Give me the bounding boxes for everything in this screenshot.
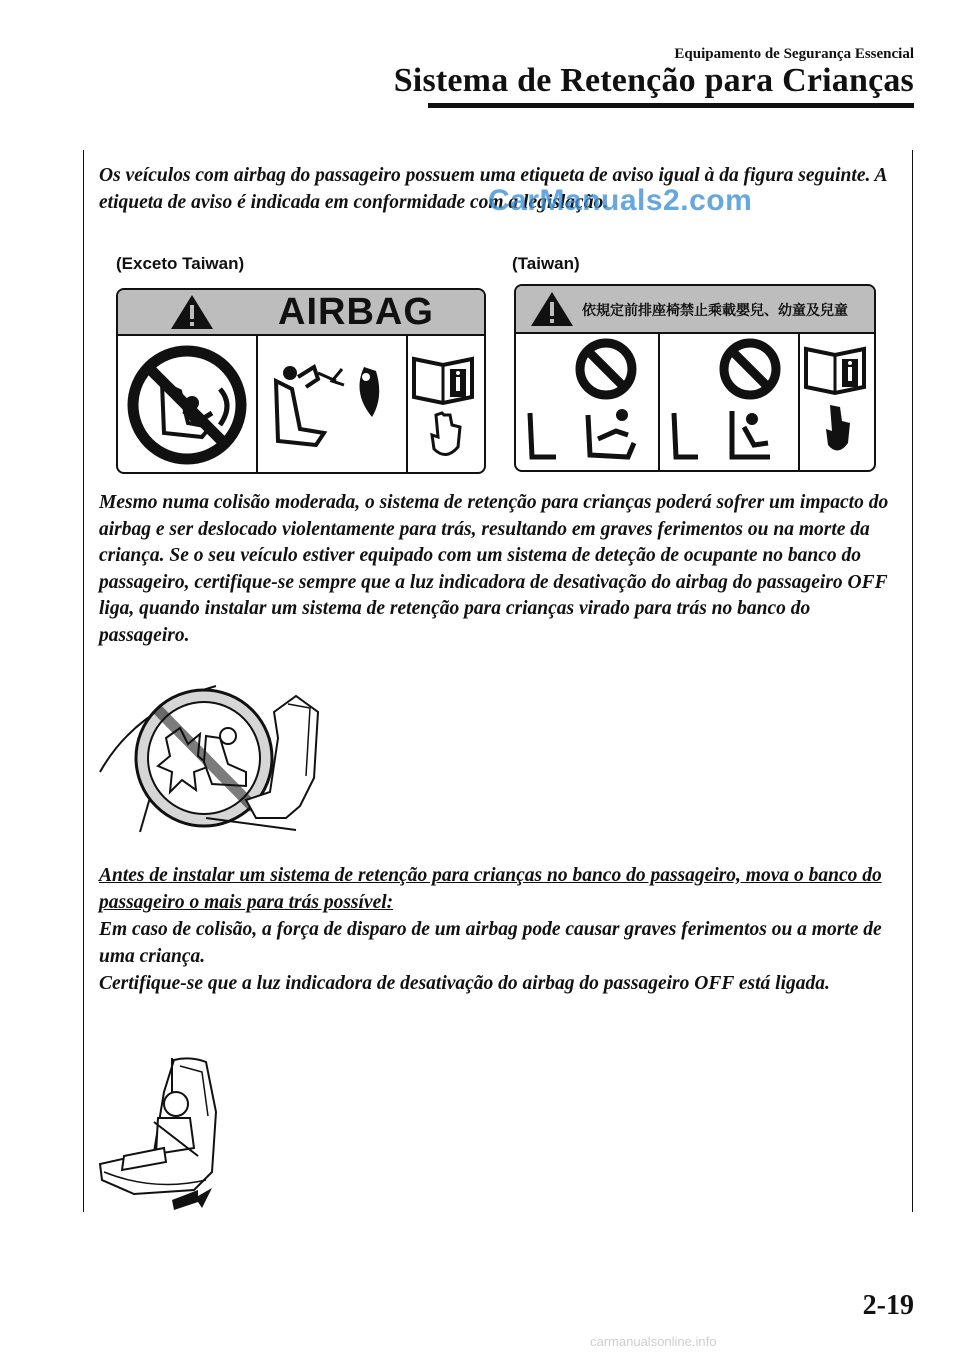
sign-header-taiwan [516, 286, 874, 334]
page-number: 2-19 [862, 1290, 914, 1321]
caution-block [99, 862, 899, 997]
no-child-seat-icon [658, 334, 800, 470]
warning-paragraph [99, 490, 899, 650]
caution-heading: Antes de instalar um sistema de retenção para crianças no banco do passageiro, mova o banco do passageiro o mais para trás possível: [99, 865, 882, 913]
no-infant-seat-icon [516, 334, 660, 470]
caution-body-2: Certifique-se que a luz indicadora de desativação do airbag do passageiro OFF está ligada. [99, 973, 830, 994]
no-rear-facing-seat-icon [118, 336, 258, 472]
page-title: Sistema de Retenção para Crianças [393, 62, 914, 99]
airbag-warning-label-except-taiwan [116, 288, 486, 474]
left-margin-rule [83, 150, 84, 1212]
caution-body-1: Em caso de colisão, a força de disparo de um airbag pode causar graves ferimentos ou a morte de uma criança. [99, 919, 882, 967]
warning-triangle-icon [530, 291, 574, 327]
taiwan-warning-text: 依規定前排座椅禁止乘載嬰兒、幼童及兒童 [582, 303, 848, 319]
section-subtitle: Equipamento de Segurança Essencial [674, 46, 914, 62]
airbag-word: AIRBAG [278, 291, 434, 333]
warning-text: Mesmo numa colisão moderada, o sistema de retenção para crianças poderá sofrer um impacto do airbag e ser deslocado violentamente para trás, resultando em graves ferimentos ou na morte da criança. Se o seu veículo estiver equipado com um sistema de deteção de ocupante no banco do passageiro, certifique-se sempre que a luz indicadora de desativação do airbag do passageiro OFF liga, quando instalar um sistema de retenção para crianças virado para trás no banco do passageiro. [99, 492, 889, 646]
sign-header [118, 290, 484, 336]
header-rule [428, 103, 914, 108]
label-except-taiwan: (Exceto Taiwan) [116, 254, 245, 273]
intro-text: Os veículos com airbag do passageiro possuem uma etiqueta de aviso igual à da figura seguinte. A etiqueta de aviso é indicada em conformidade com a legislação. [99, 165, 887, 213]
right-margin-rule [912, 150, 913, 1212]
read-manual-icon [406, 336, 484, 472]
read-manual-icon [798, 334, 874, 470]
watermark: CarManuals2.com [488, 184, 753, 217]
footer-watermark: carmanualsonline.info [590, 1334, 717, 1349]
label-taiwan: (Taiwan) [512, 254, 580, 273]
airbag-deploy-hazard-icon [256, 336, 408, 472]
rear-facing-seat-airbag-illustration [96, 668, 326, 834]
warning-triangle-icon [170, 294, 214, 330]
airbag-warning-label-taiwan [514, 284, 876, 472]
seat-moved-back-illustration [94, 1052, 254, 1212]
